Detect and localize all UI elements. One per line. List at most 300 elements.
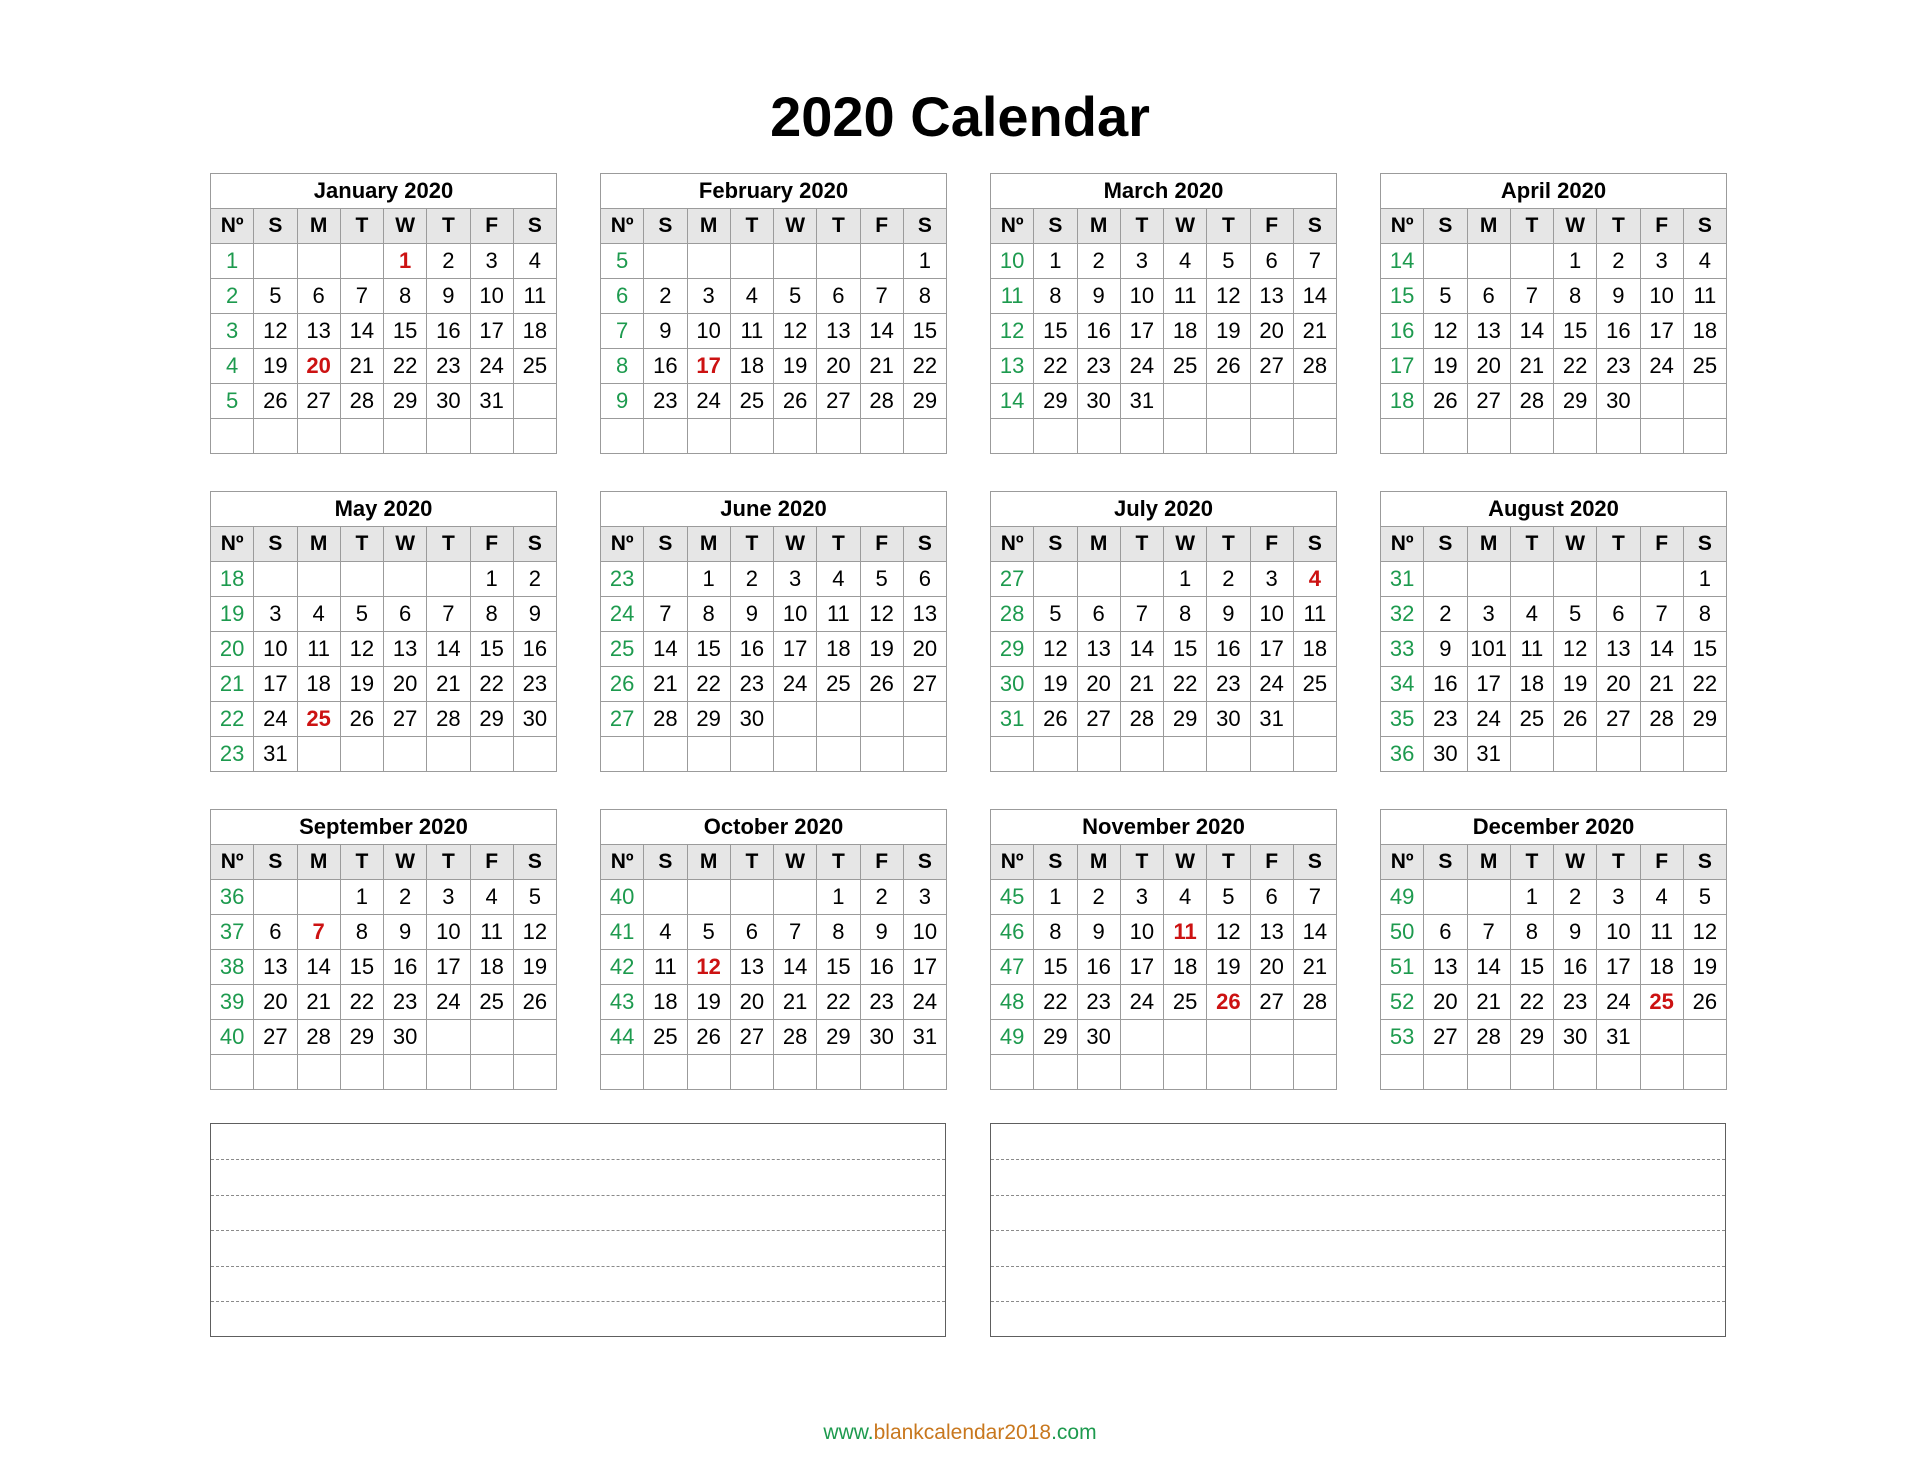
empty-day-cell bbox=[1467, 244, 1510, 279]
week-row bbox=[211, 419, 557, 454]
day-cell: 3 bbox=[1250, 562, 1293, 597]
empty-day-cell bbox=[774, 1055, 817, 1090]
empty-day-cell bbox=[774, 702, 817, 737]
empty-day-cell bbox=[1164, 419, 1207, 454]
day-cell: 5 bbox=[860, 562, 903, 597]
day-cell: 16 bbox=[1597, 314, 1640, 349]
week-row bbox=[1381, 562, 1727, 597]
week-number: 21 bbox=[211, 667, 254, 702]
note-line bbox=[211, 1266, 945, 1267]
note-line bbox=[211, 1159, 945, 1160]
empty-day-cell bbox=[297, 1055, 340, 1090]
day-cell: 26 bbox=[513, 985, 556, 1020]
day-cell: 12 bbox=[340, 632, 383, 667]
day-cell: 7 bbox=[340, 279, 383, 314]
day-cell: 6 bbox=[1424, 915, 1467, 950]
day-cell: 16 bbox=[1077, 950, 1120, 985]
week-number-header: Nº bbox=[601, 209, 644, 244]
day-cell: 1 bbox=[1683, 562, 1726, 597]
day-cell: 21 bbox=[1640, 667, 1683, 702]
day-cell: 18 bbox=[644, 985, 687, 1020]
week-row bbox=[1381, 880, 1727, 915]
day-cell: 5 bbox=[340, 597, 383, 632]
day-cell: 14 bbox=[1640, 632, 1683, 667]
weekday-header: M bbox=[297, 209, 340, 244]
month-title: February 2020 bbox=[601, 174, 947, 209]
day-cell: 4 bbox=[817, 562, 860, 597]
month-calendar bbox=[210, 809, 557, 1090]
day-cell: 2 bbox=[1554, 880, 1597, 915]
weekday-header: T bbox=[1597, 845, 1640, 880]
holiday-day-cell: 25 bbox=[297, 702, 340, 737]
week-number: 32 bbox=[1381, 597, 1424, 632]
week-number-header: Nº bbox=[211, 209, 254, 244]
week-number bbox=[601, 737, 644, 772]
weekday-header: T bbox=[1120, 845, 1163, 880]
week-number: 27 bbox=[601, 702, 644, 737]
day-cell: 8 bbox=[1510, 915, 1553, 950]
empty-day-cell bbox=[860, 1055, 903, 1090]
empty-day-cell bbox=[687, 1055, 730, 1090]
week-row bbox=[1381, 279, 1727, 314]
day-cell: 28 bbox=[1640, 702, 1683, 737]
day-cell: 25 bbox=[1510, 702, 1553, 737]
week-row bbox=[991, 702, 1337, 737]
weekday-header: T bbox=[1207, 845, 1250, 880]
empty-day-cell bbox=[1293, 737, 1336, 772]
empty-day-cell bbox=[1034, 419, 1077, 454]
day-cell: 11 bbox=[1640, 915, 1683, 950]
week-number: 15 bbox=[1381, 279, 1424, 314]
day-cell: 29 bbox=[1164, 702, 1207, 737]
weekday-header: S bbox=[254, 845, 297, 880]
week-number bbox=[211, 419, 254, 454]
empty-day-cell bbox=[513, 419, 556, 454]
week-number: 28 bbox=[991, 597, 1034, 632]
empty-day-cell bbox=[1683, 1055, 1726, 1090]
day-cell: 5 bbox=[1207, 244, 1250, 279]
week-number bbox=[1381, 419, 1424, 454]
weekday-header: F bbox=[860, 527, 903, 562]
day-cell: 18 bbox=[730, 349, 773, 384]
day-cell: 23 bbox=[1077, 349, 1120, 384]
empty-day-cell bbox=[1077, 562, 1120, 597]
weekday-header: T bbox=[340, 845, 383, 880]
empty-day-cell bbox=[1467, 1055, 1510, 1090]
day-cell: 24 bbox=[470, 349, 513, 384]
empty-day-cell bbox=[644, 737, 687, 772]
weekday-header: T bbox=[730, 845, 773, 880]
weekday-header: T bbox=[427, 527, 470, 562]
week-row bbox=[601, 1055, 947, 1090]
day-cell: 28 bbox=[860, 384, 903, 419]
day-cell: 31 bbox=[470, 384, 513, 419]
week-number: 25 bbox=[601, 632, 644, 667]
day-cell: 23 bbox=[384, 985, 427, 1020]
day-cell: 3 bbox=[1120, 244, 1163, 279]
empty-day-cell bbox=[1554, 419, 1597, 454]
holiday-day-cell: 26 bbox=[1207, 985, 1250, 1020]
day-cell: 3 bbox=[903, 880, 946, 915]
weekday-header: T bbox=[427, 845, 470, 880]
day-cell: 15 bbox=[903, 314, 946, 349]
week-row bbox=[991, 1055, 1337, 1090]
week-number: 30 bbox=[991, 667, 1034, 702]
weekday-header: W bbox=[1554, 845, 1597, 880]
month-title: January 2020 bbox=[211, 174, 557, 209]
week-number bbox=[211, 1055, 254, 1090]
day-cell: 13 bbox=[817, 314, 860, 349]
day-cell: 13 bbox=[1597, 632, 1640, 667]
day-cell: 31 bbox=[1250, 702, 1293, 737]
weekday-header: S bbox=[1293, 845, 1336, 880]
day-cell: 23 bbox=[1597, 349, 1640, 384]
empty-day-cell bbox=[1077, 1055, 1120, 1090]
empty-day-cell bbox=[1293, 419, 1336, 454]
day-cell: 10 bbox=[1120, 915, 1163, 950]
day-cell: 22 bbox=[817, 985, 860, 1020]
empty-day-cell bbox=[384, 419, 427, 454]
day-cell: 3 bbox=[427, 880, 470, 915]
empty-day-cell bbox=[254, 1055, 297, 1090]
weekday-header: M bbox=[687, 209, 730, 244]
month-calendar bbox=[1380, 491, 1727, 772]
day-cell: 16 bbox=[1424, 667, 1467, 702]
day-cell: 24 bbox=[254, 702, 297, 737]
day-cell: 3 bbox=[1467, 597, 1510, 632]
day-cell: 23 bbox=[1424, 702, 1467, 737]
day-cell: 7 bbox=[774, 915, 817, 950]
week-number: 34 bbox=[1381, 667, 1424, 702]
notes-box-left[interactable] bbox=[210, 1123, 946, 1337]
day-cell: 26 bbox=[687, 1020, 730, 1055]
day-cell: 3 bbox=[470, 244, 513, 279]
day-cell: 14 bbox=[340, 314, 383, 349]
day-cell: 1 bbox=[1510, 880, 1553, 915]
day-cell: 20 bbox=[1250, 314, 1293, 349]
day-cell: 2 bbox=[1077, 880, 1120, 915]
empty-day-cell bbox=[340, 244, 383, 279]
day-cell: 4 bbox=[644, 915, 687, 950]
week-number: 31 bbox=[991, 702, 1034, 737]
empty-day-cell bbox=[1250, 1020, 1293, 1055]
day-cell: 15 bbox=[1554, 314, 1597, 349]
day-cell: 28 bbox=[340, 384, 383, 419]
day-cell: 20 bbox=[1250, 950, 1293, 985]
day-cell: 4 bbox=[730, 279, 773, 314]
month-calendar bbox=[210, 173, 557, 454]
day-cell: 11 bbox=[817, 597, 860, 632]
day-cell: 11 bbox=[297, 632, 340, 667]
empty-day-cell bbox=[1640, 419, 1683, 454]
week-number: 53 bbox=[1381, 1020, 1424, 1055]
week-number-header: Nº bbox=[601, 845, 644, 880]
empty-day-cell bbox=[774, 244, 817, 279]
week-number-header: Nº bbox=[601, 527, 644, 562]
week-row bbox=[991, 384, 1337, 419]
week-row bbox=[211, 562, 557, 597]
day-cell: 7 bbox=[427, 597, 470, 632]
weekday-header: S bbox=[1424, 527, 1467, 562]
day-cell: 11 bbox=[730, 314, 773, 349]
day-cell: 28 bbox=[1467, 1020, 1510, 1055]
empty-day-cell bbox=[1077, 419, 1120, 454]
week-number: 40 bbox=[211, 1020, 254, 1055]
empty-day-cell bbox=[1034, 562, 1077, 597]
day-cell: 28 bbox=[774, 1020, 817, 1055]
empty-day-cell bbox=[1597, 1055, 1640, 1090]
empty-day-cell bbox=[340, 737, 383, 772]
empty-day-cell bbox=[1510, 419, 1553, 454]
week-row bbox=[991, 985, 1337, 1020]
note-line bbox=[211, 1230, 945, 1231]
day-cell: 22 bbox=[1034, 349, 1077, 384]
empty-day-cell bbox=[1120, 562, 1163, 597]
day-cell: 19 bbox=[513, 950, 556, 985]
week-number bbox=[991, 737, 1034, 772]
weekday-header: T bbox=[427, 209, 470, 244]
weekday-header: W bbox=[1554, 209, 1597, 244]
week-number-header: Nº bbox=[991, 845, 1034, 880]
week-row bbox=[991, 244, 1337, 279]
day-cell: 10 bbox=[903, 915, 946, 950]
day-cell: 15 bbox=[1683, 632, 1726, 667]
empty-day-cell bbox=[340, 1055, 383, 1090]
day-cell: 14 bbox=[1510, 314, 1553, 349]
week-row bbox=[1381, 1055, 1727, 1090]
week-row bbox=[1381, 667, 1727, 702]
day-cell: 26 bbox=[860, 667, 903, 702]
footer-suffix: .com bbox=[1051, 1421, 1097, 1444]
week-number: 24 bbox=[601, 597, 644, 632]
notes-box-right[interactable] bbox=[990, 1123, 1726, 1337]
day-cell: 23 bbox=[513, 667, 556, 702]
footer-website-link[interactable] bbox=[0, 1420, 1920, 1446]
empty-day-cell bbox=[687, 419, 730, 454]
empty-day-cell bbox=[903, 702, 946, 737]
holiday-day-cell: 20 bbox=[297, 349, 340, 384]
day-cell: 1 bbox=[817, 880, 860, 915]
day-cell: 20 bbox=[1467, 349, 1510, 384]
weekday-header: S bbox=[513, 527, 556, 562]
day-cell: 8 bbox=[340, 915, 383, 950]
empty-day-cell bbox=[1683, 419, 1726, 454]
day-cell: 29 bbox=[903, 384, 946, 419]
day-cell: 28 bbox=[1120, 702, 1163, 737]
day-cell: 26 bbox=[1207, 349, 1250, 384]
holiday-day-cell: 7 bbox=[297, 915, 340, 950]
day-cell: 8 bbox=[817, 915, 860, 950]
day-cell: 20 bbox=[254, 985, 297, 1020]
day-cell: 18 bbox=[1293, 632, 1336, 667]
day-cell: 30 bbox=[427, 384, 470, 419]
day-cell: 10 bbox=[1640, 279, 1683, 314]
month-calendar bbox=[990, 491, 1337, 772]
day-cell: 15 bbox=[1164, 632, 1207, 667]
empty-day-cell bbox=[384, 737, 427, 772]
day-cell: 25 bbox=[470, 985, 513, 1020]
empty-day-cell bbox=[1120, 1020, 1163, 1055]
week-row bbox=[991, 915, 1337, 950]
day-cell: 17 bbox=[1120, 314, 1163, 349]
week-number-header: Nº bbox=[1381, 209, 1424, 244]
week-number-header: Nº bbox=[991, 527, 1034, 562]
week-number bbox=[1381, 1055, 1424, 1090]
week-number: 11 bbox=[991, 279, 1034, 314]
week-row bbox=[1381, 632, 1727, 667]
empty-day-cell bbox=[1120, 1055, 1163, 1090]
day-cell: 19 bbox=[860, 632, 903, 667]
day-cell: 9 bbox=[1207, 597, 1250, 632]
empty-day-cell bbox=[1250, 419, 1293, 454]
week-row bbox=[211, 279, 557, 314]
weekday-header: M bbox=[297, 527, 340, 562]
weekday-header: W bbox=[384, 527, 427, 562]
day-cell: 14 bbox=[1467, 950, 1510, 985]
day-cell: 23 bbox=[644, 384, 687, 419]
week-row bbox=[991, 632, 1337, 667]
day-cell: 5 bbox=[1207, 880, 1250, 915]
empty-day-cell bbox=[730, 880, 773, 915]
empty-day-cell bbox=[254, 419, 297, 454]
day-cell: 14 bbox=[297, 950, 340, 985]
day-cell: 25 bbox=[1164, 985, 1207, 1020]
week-number: 9 bbox=[601, 384, 644, 419]
weekday-header: T bbox=[1597, 527, 1640, 562]
weekday-header: T bbox=[1120, 209, 1163, 244]
week-number: 39 bbox=[211, 985, 254, 1020]
day-cell: 9 bbox=[644, 314, 687, 349]
day-cell: 31 bbox=[1597, 1020, 1640, 1055]
day-cell: 22 bbox=[1554, 349, 1597, 384]
empty-day-cell bbox=[1640, 737, 1683, 772]
week-number: 45 bbox=[991, 880, 1034, 915]
day-cell: 2 bbox=[644, 279, 687, 314]
day-cell: 15 bbox=[1510, 950, 1553, 985]
week-number: 49 bbox=[991, 1020, 1034, 1055]
day-cell: 15 bbox=[384, 314, 427, 349]
day-cell: 30 bbox=[513, 702, 556, 737]
weekday-header: S bbox=[513, 845, 556, 880]
week-number: 12 bbox=[991, 314, 1034, 349]
holiday-day-cell: 11 bbox=[1164, 915, 1207, 950]
day-cell: 1 bbox=[1164, 562, 1207, 597]
day-cell: 11 bbox=[1510, 632, 1553, 667]
day-cell: 8 bbox=[1034, 915, 1077, 950]
week-row bbox=[601, 597, 947, 632]
month-calendar bbox=[1380, 173, 1727, 454]
week-number: 7 bbox=[601, 314, 644, 349]
day-cell: 27 bbox=[384, 702, 427, 737]
day-cell: 18 bbox=[1164, 950, 1207, 985]
month-title: October 2020 bbox=[601, 810, 947, 845]
weekday-header: S bbox=[903, 209, 946, 244]
empty-day-cell bbox=[774, 419, 817, 454]
week-row bbox=[1381, 737, 1727, 772]
day-cell: 2 bbox=[860, 880, 903, 915]
week-number: 2 bbox=[211, 279, 254, 314]
month-calendar bbox=[600, 491, 947, 772]
day-cell: 21 bbox=[644, 667, 687, 702]
empty-day-cell bbox=[730, 244, 773, 279]
day-cell: 7 bbox=[1120, 597, 1163, 632]
day-cell: 22 bbox=[1034, 985, 1077, 1020]
empty-day-cell bbox=[730, 737, 773, 772]
day-cell: 29 bbox=[1683, 702, 1726, 737]
empty-day-cell bbox=[340, 562, 383, 597]
week-row bbox=[991, 950, 1337, 985]
day-cell: 29 bbox=[470, 702, 513, 737]
empty-day-cell bbox=[470, 419, 513, 454]
weekday-header: M bbox=[687, 527, 730, 562]
month-calendar bbox=[600, 809, 947, 1090]
week-row bbox=[1381, 702, 1727, 737]
day-cell: 24 bbox=[1467, 702, 1510, 737]
day-cell: 17 bbox=[1250, 632, 1293, 667]
empty-day-cell bbox=[1640, 1020, 1683, 1055]
week-row bbox=[1381, 384, 1727, 419]
day-cell: 24 bbox=[1640, 349, 1683, 384]
day-cell: 29 bbox=[384, 384, 427, 419]
week-number: 31 bbox=[1381, 562, 1424, 597]
day-cell: 13 bbox=[903, 597, 946, 632]
weekday-header: M bbox=[1077, 527, 1120, 562]
day-cell: 17 bbox=[1597, 950, 1640, 985]
week-number-header: Nº bbox=[211, 527, 254, 562]
day-cell: 2 bbox=[730, 562, 773, 597]
day-cell: 18 bbox=[470, 950, 513, 985]
month-calendar bbox=[990, 809, 1337, 1090]
day-cell: 18 bbox=[817, 632, 860, 667]
footer-name: blankcalendar2018 bbox=[873, 1421, 1052, 1444]
empty-day-cell bbox=[1250, 1055, 1293, 1090]
week-number: 40 bbox=[601, 880, 644, 915]
day-cell: 15 bbox=[817, 950, 860, 985]
day-cell: 26 bbox=[1683, 985, 1726, 1020]
empty-day-cell bbox=[1554, 737, 1597, 772]
empty-day-cell bbox=[687, 244, 730, 279]
week-row bbox=[1381, 349, 1727, 384]
day-cell: 28 bbox=[427, 702, 470, 737]
empty-day-cell bbox=[860, 737, 903, 772]
month-title: September 2020 bbox=[211, 810, 557, 845]
empty-day-cell bbox=[1207, 1055, 1250, 1090]
day-cell: 27 bbox=[1424, 1020, 1467, 1055]
day-cell: 13 bbox=[1250, 279, 1293, 314]
empty-day-cell bbox=[1034, 1055, 1077, 1090]
week-row bbox=[211, 1055, 557, 1090]
weekday-header: W bbox=[1164, 209, 1207, 244]
day-cell: 7 bbox=[1510, 279, 1553, 314]
day-cell: 29 bbox=[340, 1020, 383, 1055]
day-cell: 27 bbox=[1467, 384, 1510, 419]
day-cell: 17 bbox=[1467, 667, 1510, 702]
month-title: August 2020 bbox=[1381, 492, 1727, 527]
day-cell: 1 bbox=[1554, 244, 1597, 279]
week-row bbox=[211, 314, 557, 349]
day-cell: 28 bbox=[297, 1020, 340, 1055]
day-cell: 27 bbox=[297, 384, 340, 419]
day-cell: 3 bbox=[1640, 244, 1683, 279]
day-cell: 19 bbox=[1207, 314, 1250, 349]
empty-day-cell bbox=[297, 562, 340, 597]
day-cell: 6 bbox=[1467, 279, 1510, 314]
day-cell: 7 bbox=[644, 597, 687, 632]
day-cell: 2 bbox=[427, 244, 470, 279]
day-cell: 18 bbox=[513, 314, 556, 349]
day-cell: 18 bbox=[297, 667, 340, 702]
day-cell: 25 bbox=[644, 1020, 687, 1055]
